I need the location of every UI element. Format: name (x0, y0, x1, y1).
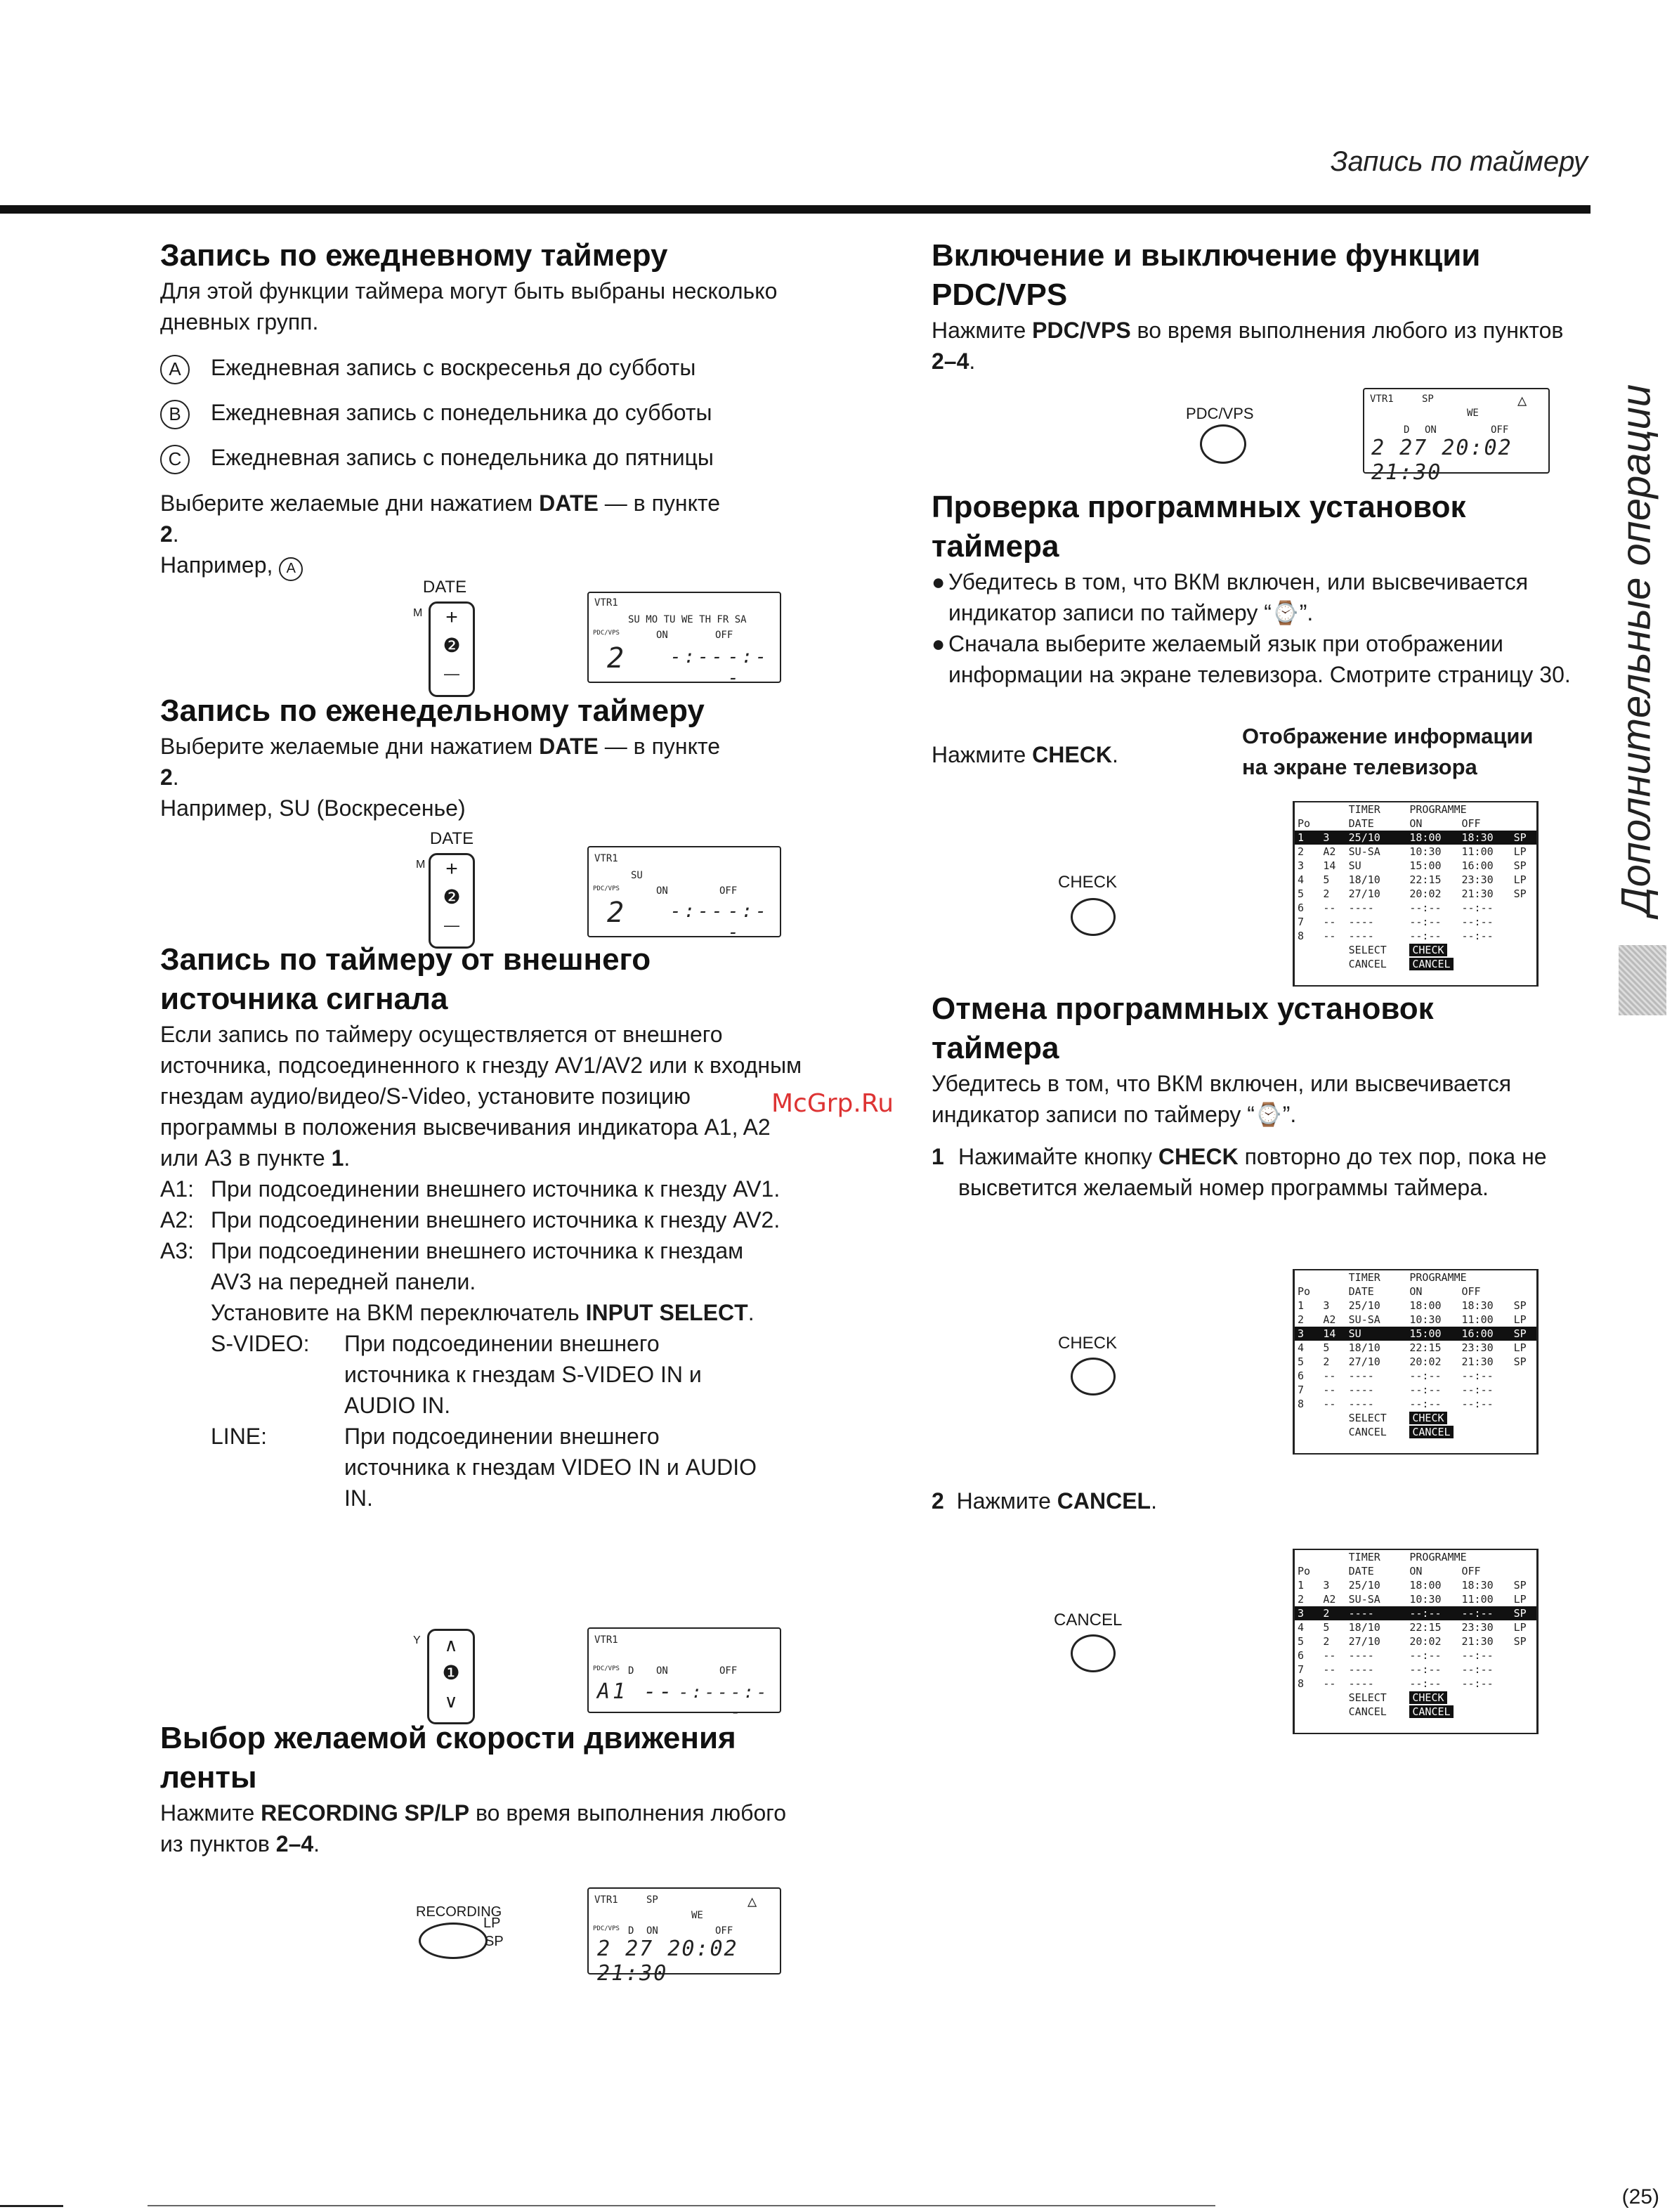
external-lcd (587, 1627, 781, 1722)
option-a-text: Ежедневная запись с воскресенья до субботы (211, 355, 696, 380)
option-c-mark: C (160, 445, 190, 474)
pdc-paragraph: Нажмите PDC/VPS во время выполнения любого из пунктов 2–4. (932, 318, 1564, 374)
sp-label: SP (485, 1934, 504, 1949)
lcd-digit-1: 2 (607, 897, 627, 929)
lcd-vtr: VTR1 (594, 853, 618, 864)
external-title-2: источника сигнала (160, 982, 448, 1016)
side-tab-marker (1619, 945, 1666, 1015)
osd-row: 2 A2 SU-SA 10:30 11:00 LP (1298, 1593, 1527, 1606)
cancel-button[interactable] (1071, 1634, 1116, 1672)
daily-intro: Для этой функции таймера могут быть выбраны несколько дневных групп. (160, 278, 778, 334)
lcd-off: OFF (719, 885, 738, 897)
lcd-on: ON (656, 885, 668, 897)
pdc-vps-button[interactable] (1200, 424, 1246, 464)
osd-screen-2 (1293, 1269, 1539, 1455)
osd-row: 5 2 27/10 20:02 21:30 SP (1298, 1355, 1527, 1368)
pdc-section (932, 236, 1606, 377)
osd-row: 1 3 25/10 18:00 18:30 SP (1295, 831, 1536, 845)
osd-row: 8 -- ---- --:-- --:-- (1298, 1677, 1494, 1690)
option-c-text: Ежедневная запись с понедельника до пятницы (211, 445, 714, 470)
osd-row: 7 -- ---- --:-- --:-- (1298, 1384, 1494, 1396)
program-button[interactable] (427, 1629, 475, 1724)
lcd-digit-3: -:-- (731, 1682, 770, 1722)
external-item-a1: A1: При подсоединении внешнего источника к гнезду AV1. (160, 1176, 781, 1202)
step-2-icon: ❷ (443, 886, 461, 908)
osd-row: 7 -- ---- --:-- --:-- (1298, 1663, 1494, 1676)
weekly-example: Например, SU (Воскресенье) (160, 795, 466, 821)
osd-row: 1 3 25/10 18:00 18:30 SP (1298, 1579, 1527, 1592)
osd-row: 6 -- ---- --:-- --:-- (1298, 1649, 1494, 1662)
lcd-digit-3: -:-- (728, 901, 769, 943)
header-rule (0, 205, 1591, 214)
cancel-step-1: 1 Нажимайте кнопку CHECK повторно до тех пор, пока не высветится желаемый номер программы таймера. (932, 1144, 1547, 1200)
osd-screen-1 (1293, 801, 1539, 987)
lcd-digits: 2 27 20:02 21:30 (1371, 436, 1513, 485)
daily-option-a (160, 350, 898, 395)
check-title-2: таймера (932, 529, 1059, 564)
osd-row: 5 2 27/10 20:02 21:30 SP (1298, 1635, 1527, 1648)
check-bullet-2: ● Сначала выберите желаемый язык при отображении информации на экране телевизора. Смотрите страницу 30. (932, 631, 1571, 687)
osd-row: 1 3 25/10 18:00 18:30 SP (1298, 1299, 1527, 1312)
option-a-mark: A (160, 355, 190, 384)
footer-mark (0, 2205, 63, 2207)
weekly-date-label: DATE (429, 829, 474, 848)
cancel-title-1: Отмена программных установок (932, 991, 1434, 1026)
check-bullet-1: ● Убедитесь в том, что ВКМ включен, или высвечивается индикатор записи по таймеру “⌚”. (932, 569, 1529, 625)
lcd-days: SU MO TU WE TH FR SA (628, 614, 747, 625)
lcd-digit-2: -:-- (679, 1682, 731, 1702)
up-icon: ∧ (444, 1634, 458, 1655)
lcd-on: ON (656, 1665, 668, 1677)
cancel-title-2: таймера (932, 1031, 1059, 1065)
osd-row: 3 14 SU 15:00 16:00 SP (1295, 1327, 1536, 1341)
osd-row: 2 A2 SU-SA 10:30 11:00 LP (1298, 1313, 1527, 1326)
check-title-1: Проверка программных установок (932, 490, 1466, 524)
osd-row: 8 -- ---- --:-- --:-- (1298, 930, 1494, 942)
weekly-m-label: M (416, 859, 426, 871)
osd-row: 6 -- ---- --:-- --:-- (1298, 902, 1494, 914)
speed-lcd (587, 1887, 781, 1986)
speed-title-1: Выбор желаемой скорости движения (160, 1721, 736, 1755)
osd-row: 2 A2 SU-SA 10:30 11:00 LP (1298, 845, 1527, 858)
osd-table-2: TIMER PROGRAMME Po DATE ON OFF 1 3 25/10 18:00 18:30 SP 2 A2 SU-SA 10:30 11:00 LP 3 14 SU 15:00 16:00 SP 4 5 18/10 22:15 23:30 LP 5 2 27/10 20:02 21:30 SP 6 -- ---- --:-- --:-- 7 -- ---- --:-- --:-- 8 -- ---- --:-- --:-- SELECT CHECK CANCEL CANCEL (1295, 1270, 1536, 1439)
lcd-vtr: VTR1 (594, 1634, 618, 1646)
weekly-section (160, 691, 898, 824)
lcd-digit-1: A1 -- (597, 1679, 675, 1704)
lcd-days: SU (631, 870, 643, 881)
plus-icon: + (445, 606, 458, 629)
osd-row: 7 -- ---- --:-- --:-- (1298, 916, 1494, 928)
daily-title: Запись по ежедневному таймеру (160, 238, 668, 273)
osd-table-3: TIMER PROGRAMME Po DATE ON OFF 1 3 25/10 18:00 18:30 SP 2 A2 SU-SA 10:30 11:00 LP 3 2 ---- --:-- --:-- SP 4 5 18/10 22:15 23:30 LP 5 2 27/10 20:02 21:30 SP 6 -- ---- --:-- --:-- 7 -- ---- --:-- --:-- 8 -- ---- --:-- --:-- SELECT CHECK CANCEL CANCEL (1295, 1550, 1536, 1719)
lcd-digit-2: -:-- (670, 646, 726, 668)
lcd-pdc: PDC/VPS (593, 1925, 620, 1932)
osd-caption-2: на экране телевизора (1242, 755, 1477, 779)
pdc-button-label: PDC/VPS (1186, 405, 1254, 422)
weekly-date-button[interactable] (429, 853, 475, 949)
lcd-digit-3: -:-- (728, 646, 769, 689)
footer-rule (148, 2205, 1215, 2206)
daily-option-b (160, 395, 898, 440)
lcd-pdc: PDC/VPS (593, 885, 620, 892)
osd-table-1: TIMER PROGRAMME Po DATE ON OFF 1 3 25/10 18:00 18:30 SP 2 A2 SU-SA 10:30 11:00 LP 3 14 SU 15:00 16:00 SP 4 5 18/10 22:15 23:30 LP 5 2 27/10 20:02 21:30 SP 6 -- ---- --:-- --:-- 7 -- ---- --:-- --:-- 8 -- ---- --:-- --:-- SELECT CHECK CANCEL CANCEL (1295, 802, 1536, 971)
step-1-icon: ❶ (442, 1662, 460, 1684)
cancel-step-2: 2 Нажмите CANCEL. (932, 1488, 1157, 1514)
daily-option-c (160, 440, 898, 485)
osd-caption-1: Отображение информации (1242, 724, 1534, 748)
lp-label: LP (483, 1915, 501, 1931)
lcd-vtr: VTR1 (594, 1894, 618, 1906)
lcd-vtr: VTR1 (1370, 393, 1394, 405)
lcd-digit-2: -:-- (670, 901, 726, 922)
daily-lcd (587, 592, 781, 689)
lcd-off: OFF (719, 1665, 738, 1677)
lcd-sp: SP (1422, 393, 1434, 405)
external-section (160, 940, 806, 1514)
option-b-text: Ежедневная запись с понедельника до субботы (211, 400, 712, 425)
lcd-off: OFF (1491, 424, 1509, 436)
side-tab (1605, 351, 1668, 949)
daily-date-label: DATE (422, 578, 467, 597)
external-paragraph: Если запись по таймеру осуществляется от внешнего источника, подсоединенного к гнезду AV1/AV2 или к входным гнездам аудио/видео/S-Video, установите позицию программы в положения высвечивания индикатора A1, A2 или A3 в пункте 1. (160, 1022, 802, 1171)
osd-row: 6 -- ---- --:-- --:-- (1298, 1370, 1494, 1382)
watermark: McGrp.Ru (771, 1089, 894, 1118)
check-press: Нажмите CHECK. (932, 742, 1118, 767)
external-sub-line: LINE: При подсоединении внешнего источника к гнездам VIDEO IN и AUDIO IN. (211, 1424, 757, 1511)
lcd-d: D (628, 1665, 634, 1677)
recording-label: RECORDING (416, 1904, 502, 1920)
timer-flash-icon: △ (1517, 392, 1527, 410)
external-item-a3: A3: При подсоединении внешнего источника к гнездам AV3 на передней панели. (160, 1238, 744, 1294)
daily-date-button[interactable] (429, 601, 475, 697)
running-header: Запись по таймеру (1330, 146, 1588, 177)
external-title-1: Запись по таймеру от внешнего (160, 942, 651, 977)
osd-row: 5 2 27/10 20:02 21:30 SP (1298, 887, 1527, 900)
plus-icon: + (445, 857, 458, 880)
check-button-label: CHECK (1058, 873, 1118, 892)
timer-flash-icon: △ (747, 1893, 757, 1911)
daily-m-label: M (413, 607, 423, 619)
lcd-off: OFF (715, 1925, 733, 1937)
lcd-pdc: PDC/VPS (593, 630, 620, 637)
daily-example: Например, A (160, 549, 898, 581)
lcd-d: D (1404, 424, 1410, 436)
lcd-vtr: VTR1 (594, 597, 618, 609)
pdc-title-1: Включение и выключение функции (932, 238, 1481, 273)
minus-icon: — (444, 665, 459, 682)
external-items (160, 1173, 806, 1514)
lcd-digit-1: 2 (607, 642, 627, 675)
osd-row: 3 14 SU 15:00 16:00 SP (1298, 859, 1527, 872)
osd-row: 4 5 18/10 22:15 23:30 LP (1298, 873, 1527, 886)
external-a3-switch: Установите на ВКМ переключатель INPUT SELECT. (211, 1300, 755, 1325)
lcd-pdc: PDC/VPS (593, 1665, 620, 1672)
lcd-we: WE (691, 1910, 703, 1921)
ext-y-label: Y (413, 1634, 421, 1646)
lcd-digits: 2 27 20:02 21:30 (597, 1937, 738, 1986)
external-sub-svideo: S-VIDEO: При подсоединении внешнего источника к гнездам S-VIDEO IN и AUDIO IN. (211, 1331, 702, 1418)
osd-row: 3 2 ---- --:-- --:-- SP (1295, 1606, 1536, 1620)
speed-title-2: ленты (160, 1760, 257, 1795)
down-icon: ∨ (444, 1691, 458, 1712)
daily-options (160, 350, 898, 485)
check-button-2-label: CHECK (1058, 1334, 1118, 1353)
lcd-d: D (628, 1925, 634, 1937)
osd-screen-3 (1293, 1549, 1539, 1734)
page-number: (25) (1621, 2185, 1659, 2208)
minus-icon: — (444, 916, 459, 934)
osd-row: 4 5 18/10 22:15 23:30 LP (1298, 1621, 1527, 1634)
check-button[interactable] (1071, 898, 1116, 936)
step-2-icon: ❷ (443, 635, 461, 656)
external-item-a2: A2: При подсоединении внешнего источника к гнезду AV2. (160, 1207, 781, 1232)
daily-instruction: Выберите желаемые дни нажатием DATE — в пункте 2. (160, 490, 721, 547)
osd-row: 8 -- ---- --:-- --:-- (1298, 1398, 1494, 1410)
speed-paragraph: Нажмите RECORDING SP/LP во время выполнения любого из пунктов 2–4. (160, 1800, 787, 1856)
osd-row: 4 5 18/10 22:15 23:30 LP (1298, 1341, 1527, 1354)
pdc-lcd (1363, 388, 1550, 485)
weekly-instruction: Выберите желаемые дни нажатием DATE — в пункте 2. (160, 734, 721, 790)
lcd-off: OFF (715, 630, 733, 641)
lcd-sp: SP (646, 1894, 658, 1906)
cancel-section (932, 989, 1606, 1203)
weekly-title: Запись по еженедельному таймеру (160, 694, 705, 728)
cancel-paragraph: Убедитесь в том, что ВКМ включен, или высвечивается индикатор записи по таймеру “⌚”. (932, 1071, 1512, 1127)
weekly-lcd (587, 846, 781, 943)
example-mark: A (279, 557, 303, 581)
pdc-title-2: PDC/VPS (932, 278, 1068, 312)
speed-section (160, 1719, 806, 1859)
check-button-2[interactable] (1071, 1358, 1116, 1395)
lcd-we: WE (1467, 408, 1479, 419)
lcd-on: ON (1425, 424, 1437, 436)
option-b-mark: B (160, 400, 190, 429)
recording-button[interactable] (419, 1923, 488, 1959)
daily-section (160, 236, 898, 581)
osd-caption (1242, 721, 1534, 783)
check-section (932, 488, 1606, 690)
lcd-on: ON (656, 630, 668, 641)
cancel-button-label: CANCEL (1054, 1611, 1123, 1629)
side-tab-label: Дополнительные операции (1613, 384, 1659, 916)
lcd-on: ON (646, 1925, 658, 1937)
